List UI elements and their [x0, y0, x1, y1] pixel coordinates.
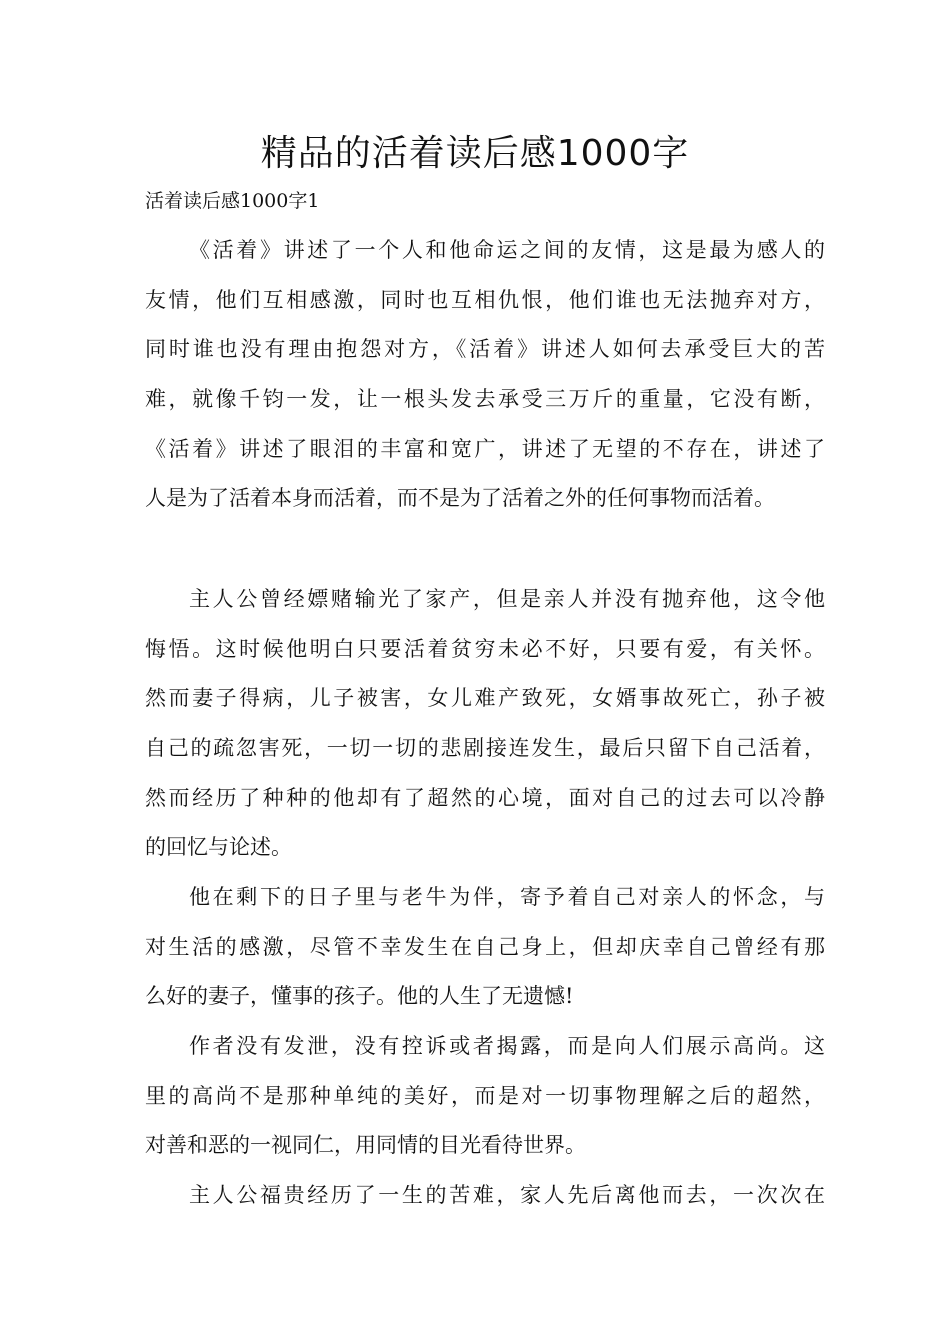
paragraph-line: 人是为了活着本身而活着，而不是为了活着之外的任何事物而活着。: [145, 486, 775, 511]
paragraph-line: 悔悟。这时候他明白只要活着贫穷未必不好，只要有爱，有关怀。: [145, 636, 825, 661]
paragraph-4: [145, 1022, 825, 1171]
paragraph-line: 对善和恶的一视同仁，用同情的目光看待世界。: [145, 1133, 586, 1158]
paragraph-line: 主人公福贵经历了一生的苦难，家人先后离他而去，一次次在: [189, 1183, 825, 1207]
paragraph-line: 自己的疏忽害死，一切一切的悲剧接连发生，最后只留下自己活着，: [145, 736, 825, 761]
paragraph-line: 同时谁也没有理由抱怨对方，《活着》讲述人如何去承受巨大的苦: [145, 337, 825, 362]
paragraph-3: [145, 873, 825, 1022]
paragraph-line: 友情，他们互相感激，同时也互相仇恨，他们谁也无法抛弃对方，: [145, 287, 825, 312]
paragraph-line: 里的高尚不是那种单纯的美好，而是对一切事物理解之后的超然，: [145, 1083, 825, 1108]
paragraph-line: 他在剩下的日子里与老牛为伴，寄予着自己对亲人的怀念，与: [189, 885, 825, 909]
paragraph-line: 《活着》讲述了一个人和他命运之间的友情，这是最为感人的: [189, 238, 825, 262]
section-subtitle: 活着读后感1000字1: [145, 190, 320, 212]
paragraph-line: 然而经历了种种的他却有了超然的心境，面对自己的过去可以冷静: [145, 785, 825, 810]
paragraph-line: 么好的妻子，懂事的孩子。他的人生了无遗憾!: [145, 984, 574, 1009]
paragraph-line: 主人公曾经嫖赌输光了家产，但是亲人并没有抛弃他，这令他: [189, 587, 825, 611]
document-title: 精品的活着读后感1000字: [260, 133, 690, 174]
paragraph-line: 作者没有发泄，没有控诉或者揭露，而是向人们展示高尚。这: [189, 1034, 825, 1058]
paragraph-line: 对生活的感激，尽管不幸发生在自己身上，但却庆幸自己曾经有那: [145, 934, 825, 959]
paragraph-5: [145, 1171, 825, 1221]
paragraph-line: 《活着》讲述了眼泪的丰富和宽广，讲述了无望的不存在，讲述了: [145, 436, 825, 461]
paragraph-line: 的回忆与论述。: [145, 835, 292, 860]
paragraph-1: [145, 226, 825, 524]
paragraph-2: [145, 575, 825, 873]
paragraph-line: 然而妻子得病，儿子被害，女儿难产致死，女婿事故死亡，孙子被: [145, 686, 825, 711]
paragraph-line: 难，就像千钧一发，让一根头发去承受三万斤的重量，它没有断，: [145, 387, 825, 412]
